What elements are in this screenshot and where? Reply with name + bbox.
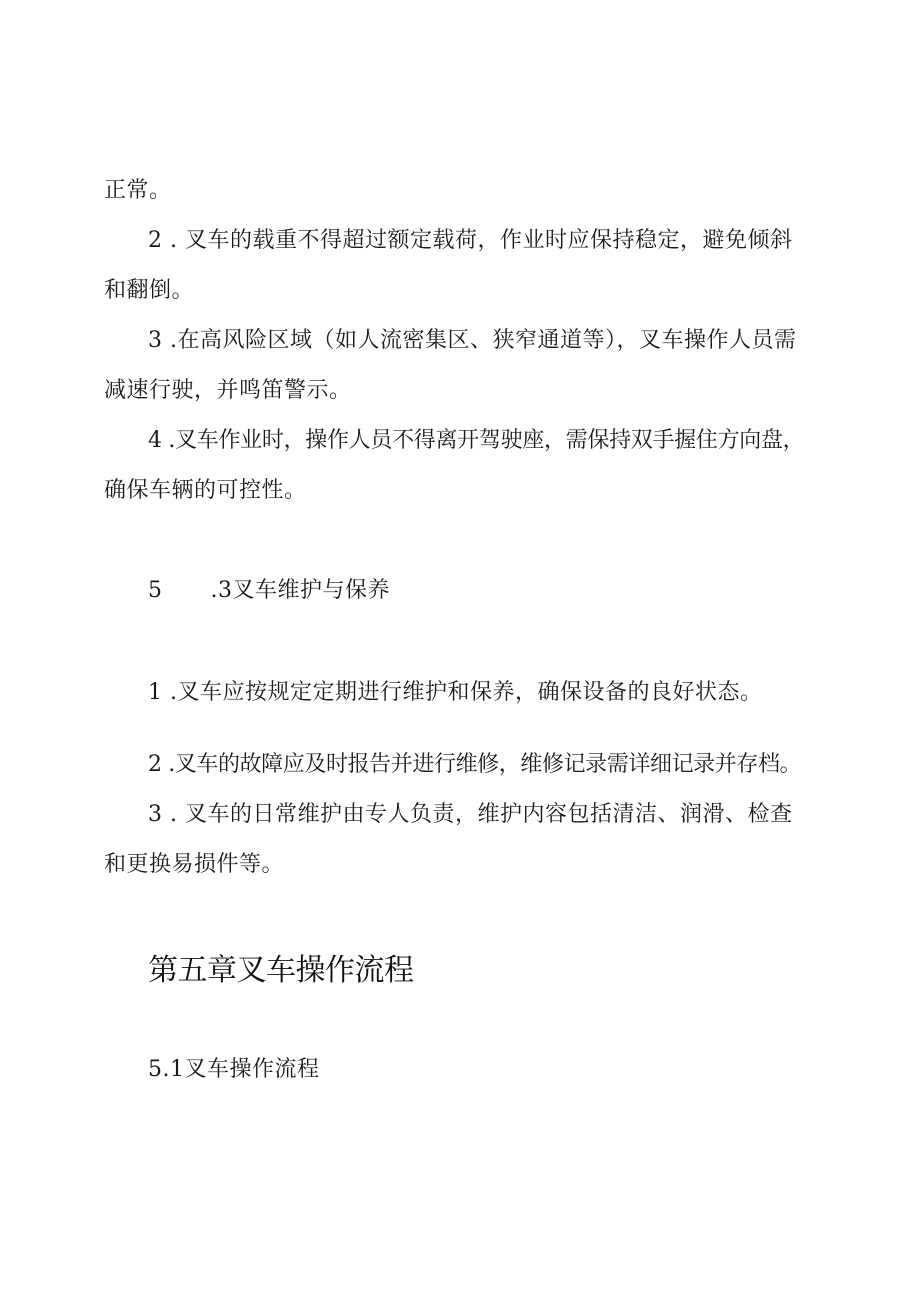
list-item-3-line-1: 3 .在高风险区域（如人流密集区、狭窄通道等），叉车操作人员需 <box>148 328 797 353</box>
list-item-4-line-2: 确保车辆的可控性。 <box>104 478 307 503</box>
maintenance-item-1: 1 .叉车应按规定定期进行维护和保养，确保设备的良好状态。 <box>148 680 763 705</box>
list-item-2-line-1: 2 . 叉车的载重不得超过额定载荷，作业时应保持稳定，避免倾斜 <box>148 228 793 253</box>
list-item-3-line-2: 减速行驶，并鸣笛警示。 <box>104 378 352 403</box>
list-item-2-line-2: 和翻倒。 <box>104 278 195 303</box>
section-heading-5-1: 5.1叉车操作流程 <box>148 1057 320 1082</box>
list-item-4-line-1: 4 .叉车作业时，操作人员不得离开驾驶座，需保持双手握住方向盘， <box>148 428 805 453</box>
maintenance-item-2: 2 .叉车的故障应及时报告并进行维修，维修记录需详细记录并存档。 <box>148 752 802 777</box>
maintenance-item-3-line-1: 3 . 叉车的日常维护由专人负责，维护内容包括清洁、润滑、检查 <box>148 802 793 827</box>
section-title: .3叉车维护与保养 <box>210 578 390 603</box>
section-heading-5-3 <box>148 576 390 606</box>
chapter-title: 第五章叉车操作流程 <box>148 953 414 988</box>
maintenance-item-3-line-2: 和更换易损件等。 <box>104 852 285 877</box>
paragraph-line: 正常。 <box>104 178 172 203</box>
section-number: 5 <box>148 578 163 603</box>
